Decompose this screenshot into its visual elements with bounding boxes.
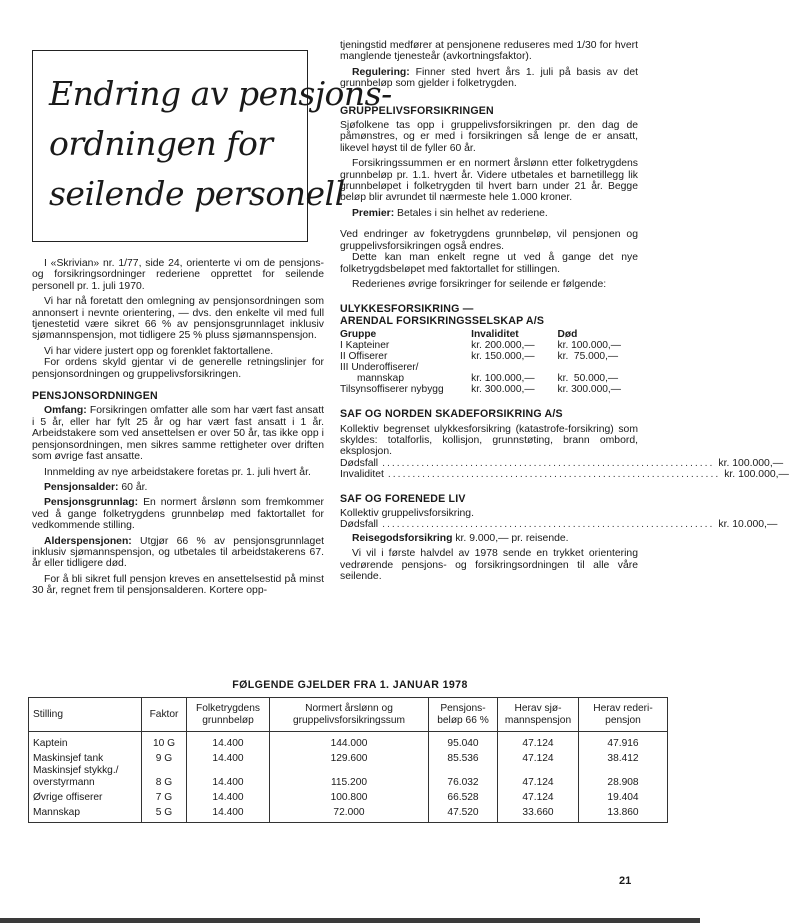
table-row	[340, 351, 638, 362]
col-invaliditet: Invaliditet	[471, 329, 519, 341]
dod-cell: kr. 300.000,—	[557, 384, 621, 396]
rederipensjon-cell: 28.908	[579, 765, 668, 788]
heading-saf-norden: SAF OG NORDEN SKADEFORSIKRING A/S	[340, 408, 563, 421]
paragraph-endringer: Ved endringer av foketrygdens grunnbeløp, vil pensjonen og gruppelivsforsikringen også endres.	[340, 229, 638, 252]
faktor-cell: 8 G	[142, 765, 187, 788]
right-column	[340, 40, 789, 582]
pensjonsgrunnlag-label: Pensjonsgrunnlag:	[44, 497, 139, 509]
page-edge-shadow	[0, 918, 700, 923]
faktor-cell: 10 G	[142, 732, 187, 751]
grunnbelop-cell: 14.400	[187, 788, 270, 803]
paragraph-faktortall: Vi har videre justert opp og forenklet faktortallene.	[44, 345, 274, 357]
paragraph-saf-norden: Kollektiv begrenset ulykkesforsikring (katastrofe-forsikring) som skyldes: totalforlis, kollisjon, grunnstøting, brann ombord, eksplosjon.	[340, 423, 638, 458]
omfang-text: Forsikringen omfatter alle som har vært fast ansatt i 5 år, eller har fylt 25 år og har vært fast ansatt i 1 år. Arbeidstakere som ved ansettelsen er over 50 år, tas ikke opp i pensjonsordningen, men sikres samme rettigheter over driften som øvrige fast ansatte.	[32, 405, 324, 463]
dot-leader: ....................................................................	[382, 519, 715, 531]
heading-saf-forenede: SAF OG FORENEDE LIV	[340, 492, 466, 505]
invaliditet-cell: kr. 200.000,—	[471, 340, 535, 352]
group-cell: III Underoffiserer/	[340, 362, 419, 374]
premier-label: Premier:	[352, 207, 395, 219]
group-cell: I Kapteiner	[340, 340, 390, 352]
dod-cell	[558, 362, 638, 373]
title-line-1: Endring av pensjons-	[49, 74, 392, 113]
arslonn-cell: 72.000	[270, 803, 429, 823]
dod-cell: kr. 50.000,—	[557, 373, 619, 385]
arslonn-cell: 100.800	[270, 788, 429, 803]
table-row	[340, 362, 638, 373]
table-row	[340, 384, 638, 395]
rederipensjon-cell: 47.916	[579, 732, 668, 751]
table-title: FØLGENDE GJELDER FRA 1. JANUAR 1978	[232, 679, 468, 691]
intro-paragraph: I «Skrivian» nr. 1/77, side 24, orienterte vi om de pensjons- og forsikringsordninger rederiene opprettet for seilende personell pr. 1. juli 1970.	[32, 258, 324, 292]
leader-row-dodsfall-2	[340, 519, 778, 531]
premier-text: Betales i sin helhet av rederiene.	[394, 207, 548, 219]
omfang-label: Omfang:	[44, 405, 87, 417]
invaliditet-cell: kr. 100.000,—	[471, 373, 535, 385]
arslonn-cell: 144.000	[270, 732, 429, 751]
stilling-cell: Mannskap	[29, 803, 142, 823]
grunnbelop-cell: 14.400	[187, 732, 270, 751]
left-column	[32, 258, 324, 597]
arslonn-cell: 115.200	[270, 765, 429, 788]
pensjonsalder-text: 60 år.	[118, 481, 148, 493]
dod-cell: kr. 100.000,—	[557, 340, 621, 352]
grunnbelop-cell: 14.400	[187, 803, 270, 823]
sjomannspensjon-cell: 47.124	[498, 788, 579, 803]
paragraph-sjofolk: Sjøfolkene tas opp i gruppelivsforsikringen pr. den dag de påmønstres, og er med i forsikringen så lenge de er ansatt, likevel høyst til de fyller 60 år.	[340, 120, 638, 154]
header-grunnbelop: Folketrygdens grunnbeløp	[187, 698, 270, 732]
table-row	[340, 373, 638, 384]
group-cell: mannskap	[340, 373, 404, 385]
leader-row-dodsfall	[340, 457, 784, 469]
pensjonsalder-label: Pensjonsalder:	[44, 481, 119, 493]
leader-label: Dødsfall	[340, 519, 379, 531]
leader-label: Invaliditet	[340, 469, 384, 481]
pensjonsbelop-cell: 66.528	[429, 788, 498, 803]
header-faktor: Faktor	[142, 698, 187, 732]
rederipensjon-cell: 38.412	[579, 750, 668, 765]
sjomannspensjon-cell: 47.124	[498, 765, 579, 788]
stilling-cell: Kaptein	[29, 732, 142, 751]
pensjonsgrunnlag-text: En normert årslønn som fremkommer ved å gange folketrygdens grunnbeløp med faktortallet for vedkommende stilling.	[32, 497, 324, 532]
paragraph-ovrige: Rederienes øvrige forsikringer for seilende er følgende:	[352, 278, 607, 290]
alderspensjon-label: Alderspensjonen:	[44, 535, 132, 547]
rederipensjon-cell: 13.860	[579, 803, 668, 823]
leader-value: kr. 10.000,—	[718, 519, 778, 531]
pensjonsbelop-cell: 95.040	[429, 732, 498, 751]
title-line-2: ordningen for	[49, 124, 273, 163]
pension-rates-table	[28, 697, 668, 823]
pensjonsbelop-cell: 85.536	[429, 750, 498, 765]
paragraph-full-pensjon: For å bli sikret full pensjon kreves en ansettelsestid på minst 30 år, regnet frem til pensjonsalderen. Kortere opp-	[32, 573, 324, 597]
sjomannspensjon-cell: 33.660	[498, 803, 579, 823]
table-row	[29, 765, 668, 788]
arslonn-cell: 129.600	[270, 750, 429, 765]
table-row	[29, 750, 668, 765]
header-stilling: Stilling	[29, 698, 142, 732]
table-row	[29, 803, 668, 823]
grunnbelop-cell: 14.400	[187, 750, 270, 765]
reisegods-text: kr. 9.000,— pr. reisende.	[452, 532, 569, 544]
group-cell: Tilsynsoffiserer nybygg	[340, 384, 444, 396]
leader-row-invaliditet	[340, 469, 789, 481]
col-gruppe: Gruppe	[340, 329, 377, 341]
stilling-cell: Øvrige offiserer	[29, 788, 142, 803]
invaliditet-cell: kr. 300.000,—	[471, 384, 535, 396]
header-sjomannspensjon: Herav sjø-mannspensjon	[498, 698, 579, 732]
heading-ulykkesforsikring: ULYKKESFORSIKRING —	[340, 303, 474, 316]
dod-cell: kr. 75.000,—	[557, 351, 619, 363]
section-heading-gruppeliv: GRUPPELIVSFORSIKRINGEN	[340, 104, 494, 117]
heading-arendal: ARENDAL FORSIKRINGSSELSKAP A/S	[340, 314, 545, 327]
invaliditet-cell: kr. 150.000,—	[471, 351, 535, 363]
stilling-cell: Maskinsjef tank	[29, 750, 142, 765]
header-rederipensjon: Herav rederi-pensjon	[579, 698, 668, 732]
paragraph-retningslinjer: For ordens skyld gjentar vi de generelle retningslinjer for pensjonsordningen og gruppelivsforsikringen.	[32, 357, 324, 380]
regulering-label: Regulering:	[352, 66, 410, 78]
paragraph-regne-ut: Dette kan man enkelt regne ut ved å gange det nye folketrygdsbeløpet med faktortallet for stillingen.	[340, 252, 638, 275]
dot-leader: ....................................................................	[382, 457, 715, 469]
table-row	[29, 732, 668, 751]
header-pensjonsbelop: Pensjons-beløp 66 %	[429, 698, 498, 732]
paragraph-forenede: Kollektiv gruppelivsforsikring.	[340, 507, 474, 519]
regulering-text: Finner sted hvert års 1. juli på basis av det grunnbeløp som gjelder i folketrygden.	[340, 66, 638, 90]
paragraph-innmelding: Innmelding av nye arbeidstakere foretas pr. 1. juli hvert år.	[44, 466, 311, 478]
table-header-row	[29, 698, 668, 732]
sjomannspensjon-cell: 47.124	[498, 750, 579, 765]
col-dod: Død	[557, 329, 578, 341]
paragraph-omlegning: Vi har nå foretatt den omlegning av pensjonsordningen som annonsert i nevnte orientering, — dvs. den enkelte vil med full tjenestetid være sikret 66 % av pensjonsgrunnlaget inklusiv sjømannspensjon, mot tidligere 25 % pluss sjømannspensjon.	[32, 296, 324, 342]
leader-label: Dødsfall	[340, 457, 379, 469]
grunnbelop-cell: 14.400	[187, 765, 270, 788]
accident-insurance-table	[340, 329, 638, 395]
leader-value: kr. 100.000,—	[724, 469, 789, 481]
faktor-cell: 5 G	[142, 803, 187, 823]
sjomannspensjon-cell: 47.124	[498, 732, 579, 751]
stilling-cell: Maskinsjef stykkg./ overstyrmann	[29, 765, 142, 788]
header-normert-arslonn: Normert årslønn og gruppelivsforsikringssum	[270, 698, 429, 732]
paragraph-forsikringssum: Forsikringssummen er en normert årslønn etter folketrygdens grunnbeløp pr. 1.1. hvert år. Videre utbetales et barnetillegg lik grunnbeløpet i folketrygden til hvert barn under 21 år. Begge beløp blir avrundet til nærmeste hele 1.000 kroner.	[340, 158, 638, 204]
rederipensjon-cell: 19.404	[579, 788, 668, 803]
dot-leader: ....................................................................	[387, 469, 721, 481]
table-row	[29, 788, 668, 803]
faktor-cell: 9 G	[142, 750, 187, 765]
reisegods-label: Reisegodsforsikring	[352, 532, 453, 544]
title-line-3: seilende personell	[49, 174, 345, 213]
invaliditet-cell	[471, 362, 557, 373]
section-heading-pensjonsordningen: PENSJONSORDNINGEN	[32, 390, 158, 403]
group-cell: II Offiserer	[340, 351, 388, 363]
table-row	[340, 340, 638, 351]
paragraph-closing: Vi vil i første halvdel av 1978 sende en trykket orientering vedrørende pensjons- og forsikringsordningen til alle våre seilende.	[340, 548, 638, 582]
paragraph-continuation: tjeningstid medfører at pensjonene reduseres med 1/30 for hvert manglende tjenesteår (avkortningsfaktor).	[340, 40, 638, 63]
alderspensjon-text: Utgjør 66 % av pensjonsgrunnlaget inklusiv sjømannspensjon, og utbetales til arbeidstakerens 67. år eller tidligere død.	[32, 535, 324, 570]
leader-value: kr. 100.000,—	[718, 457, 784, 469]
pensjonsbelop-cell: 47.520	[429, 803, 498, 823]
faktor-cell: 7 G	[142, 788, 187, 803]
page-number: 21	[619, 875, 632, 887]
pensjonsbelop-cell: 76.032	[429, 765, 498, 788]
